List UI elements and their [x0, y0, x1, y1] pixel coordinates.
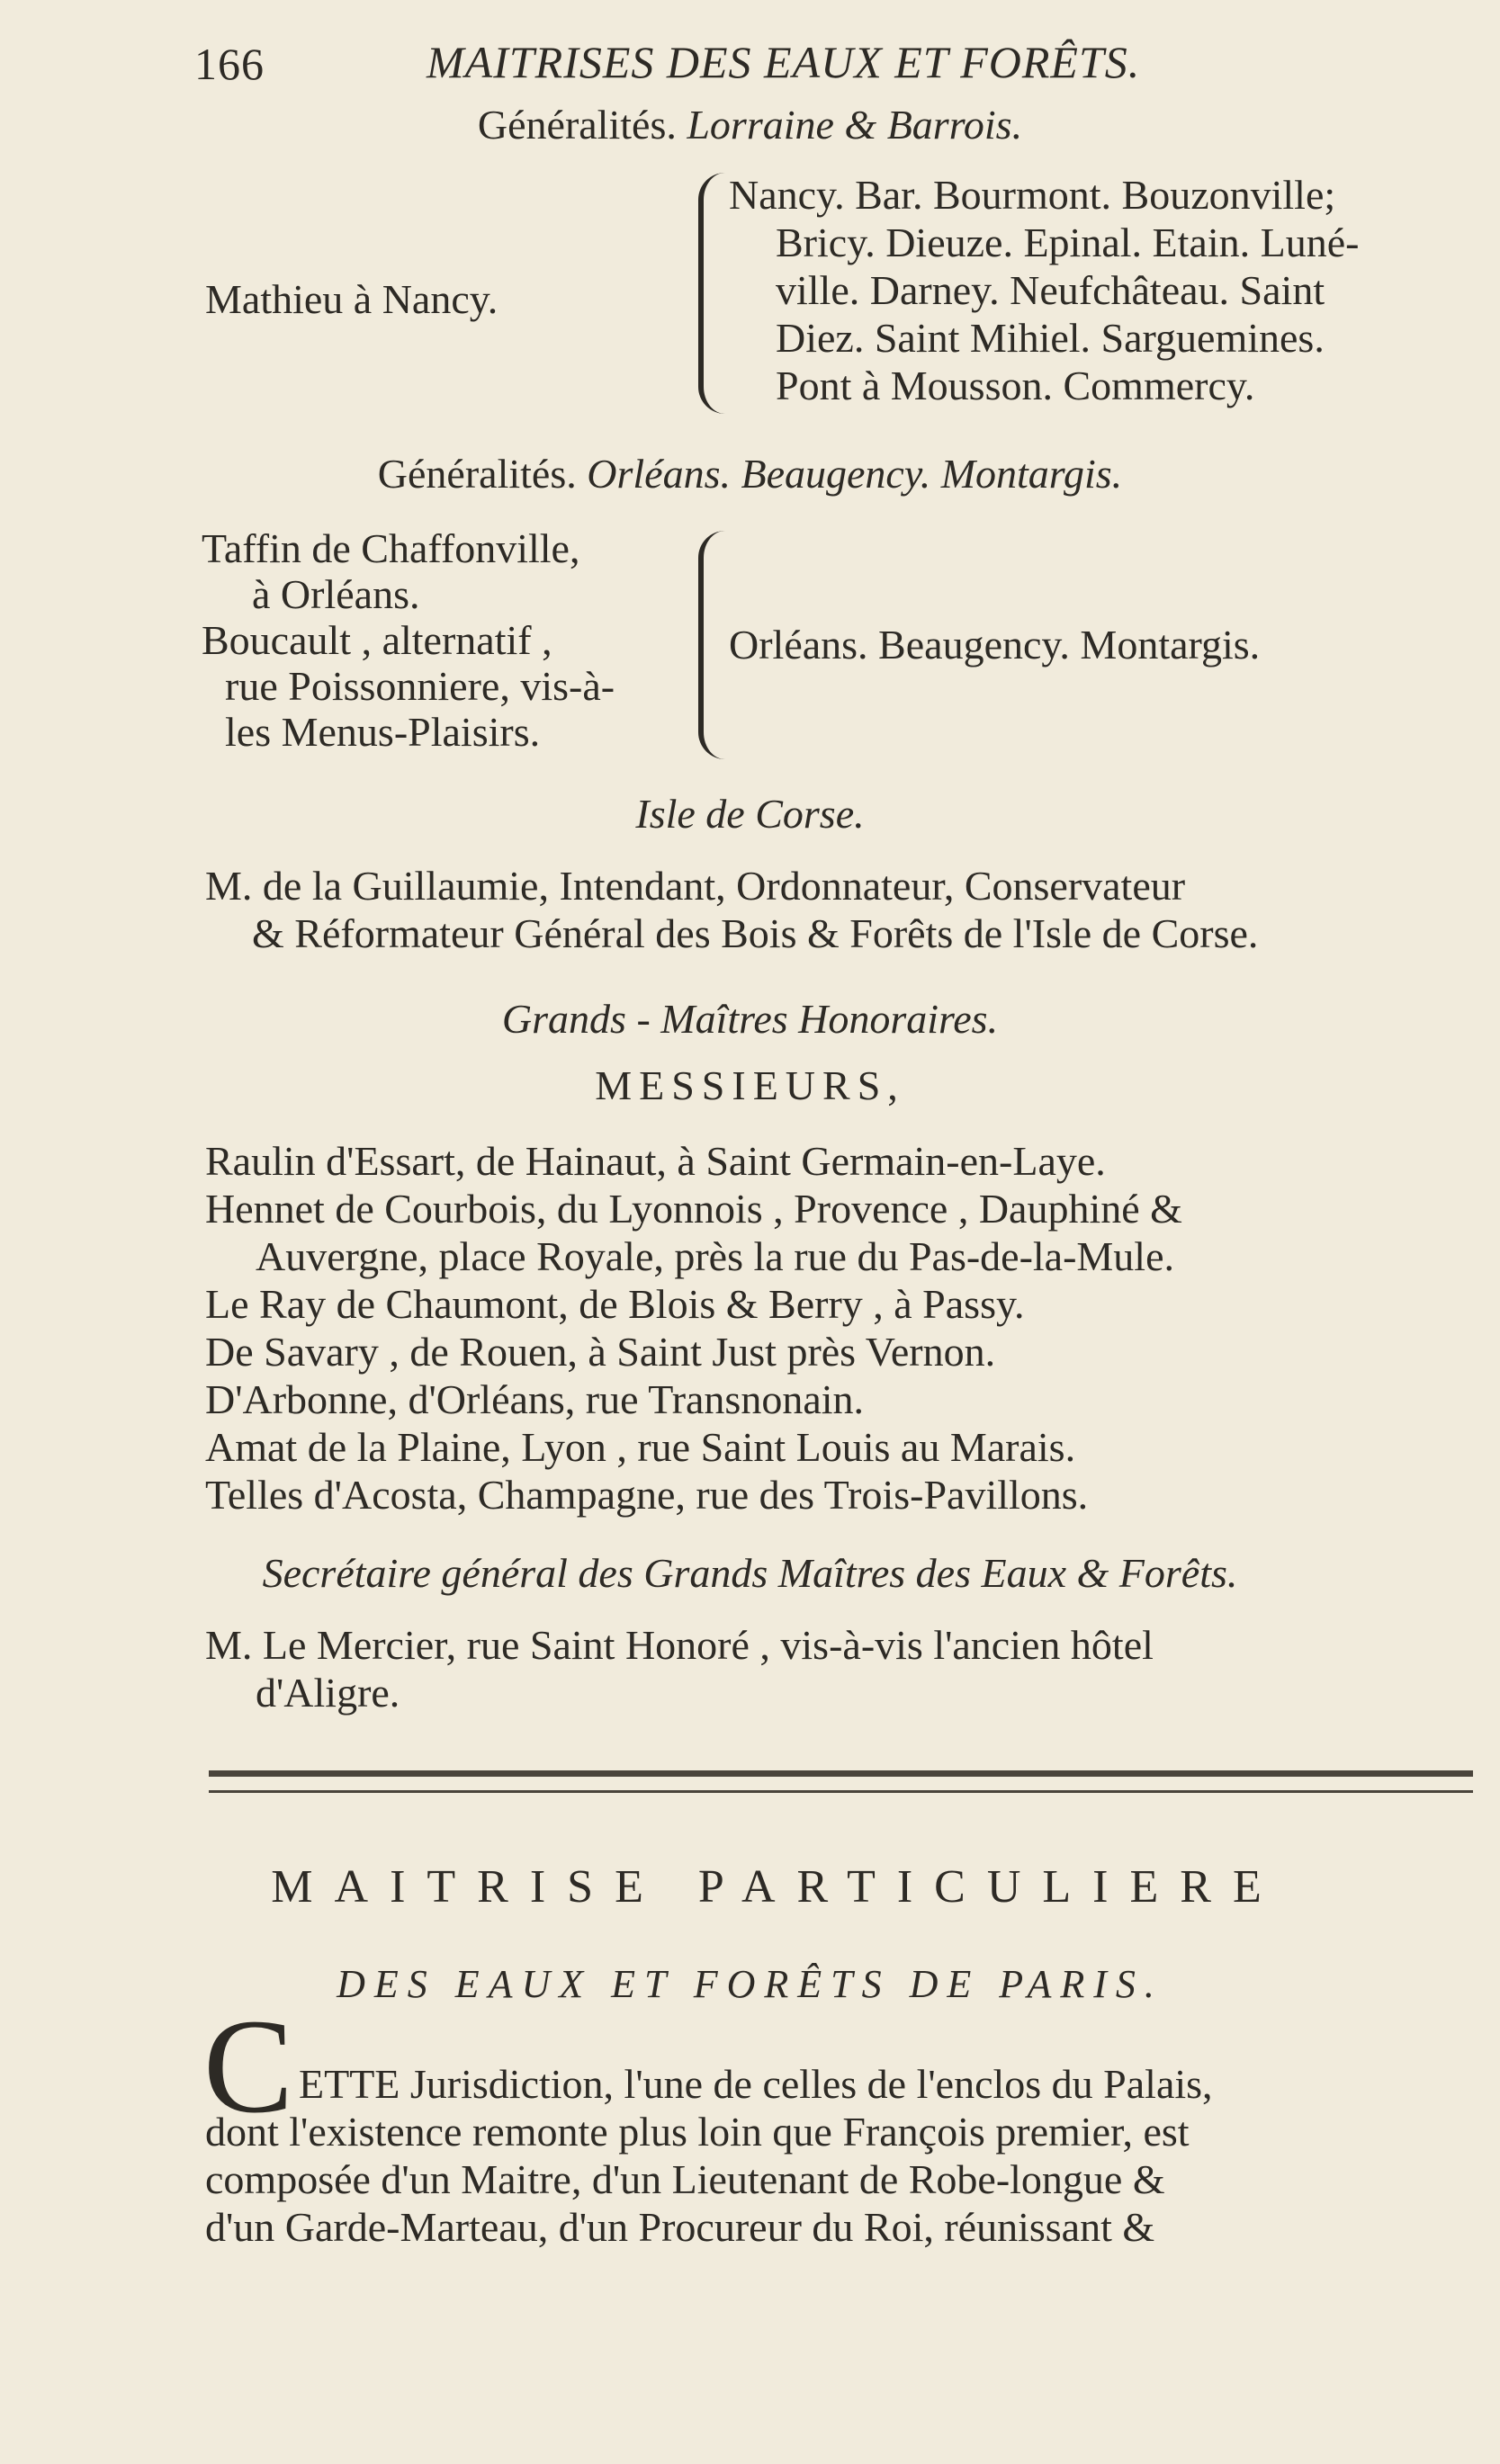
honoraire-entry: Hennet de Courbois, du Lyonnois , Provence , Dauphiné & [205, 1186, 1182, 1232]
orleans-heading-normal: Généralités. [377, 451, 577, 497]
honoraire-entry: Le Ray de Chaumont, de Blois & Berry , à Passy. [205, 1281, 1025, 1327]
corse-line: M. de la Guillaumie, Intendant, Ordonnateur, Conservateur [205, 863, 1186, 909]
orleans-officers [202, 525, 615, 755]
section-rule-thick [209, 1770, 1473, 1777]
secretaire-line: M. Le Mercier, rue Saint Honoré , vis-à-vis l'ancien hôtel [205, 1622, 1154, 1668]
secretaire-line: d'Aligre. [256, 1670, 400, 1716]
corse-line: & Réformateur Général des Bois & Forêts de l'Isle de Corse. [252, 910, 1259, 956]
maitrise-subtitle: DES EAUX ET FORÊTS DE PARIS. [337, 1962, 1163, 2006]
maitrise-title: MAITRISE PARTICULIERE [271, 1861, 1283, 1913]
lorraine-heading-italic: Lorraine & Barrois. [687, 102, 1023, 148]
lorraine-place-line: Pont à Mousson. Commercy. [776, 363, 1255, 408]
orleans-officer-line: à Orléans. [252, 571, 420, 617]
corse-text [205, 862, 1258, 957]
secretaire-text [205, 1621, 1154, 1716]
drop-cap: C [203, 1992, 294, 2141]
maitrise-text [205, 2060, 1213, 2251]
orleans-heading-italic: Orléans. Beaugency. Montargis. [587, 451, 1123, 497]
honoraire-entry: De Savary , de Rouen, à Saint Just près Vernon. [205, 1329, 996, 1375]
honoraire-entry: Amat de la Plaine, Lyon , rue Saint Louis au Marais. [205, 1424, 1076, 1470]
orleans-officer-line: les Menus-Plaisirs. [225, 709, 541, 755]
lorraine-place-line: Nancy. Bar. Bourmont. Bouzonville; [729, 172, 1336, 218]
page-number: 166 [194, 39, 265, 89]
section-rule-thin [209, 1790, 1473, 1793]
orleans-officer-line: rue Poissonniere, vis-à- [225, 663, 615, 709]
honoraires-list [205, 1137, 1182, 1519]
lorraine-heading-normal: Généralités. [477, 102, 677, 148]
orleans-places: Orléans. Beaugency. Montargis. [729, 622, 1261, 668]
lorraine-heading [0, 101, 1500, 148]
honoraire-entry: Telles d'Acosta, Champagne, rue des Trois-Pavillons. [205, 1472, 1089, 1518]
maitrise-line: d'un Garde-Marteau, d'un Procureur du Roi, réunissant & [205, 2204, 1155, 2250]
honoraire-entry: Raulin d'Essart, de Hainaut, à Saint Germain-en-Laye. [205, 1138, 1106, 1184]
messieurs-label: MESSIEURS, [595, 1062, 905, 1108]
secretaire-heading: Secrétaire général des Grands Maîtres des Eaux & Forêts. [262, 1550, 1238, 1596]
orleans-officer-line: Taffin de Chaffonville, [202, 525, 580, 571]
maitrise-line: composée d'un Maitre, d'un Lieutenant de Robe-longue & [205, 2156, 1165, 2202]
corse-heading: Isle de Corse. [635, 791, 865, 837]
orleans-heading [0, 450, 1500, 497]
orleans-officer-line: Boucault , alternatif , [202, 617, 552, 663]
honoraire-entry: Auvergne, place Royale, près la rue du Pas-de-la-Mule. [256, 1233, 1175, 1279]
lorraine-place-line: Diez. Saint Mihiel. Sarguemines. [776, 315, 1325, 361]
maitrise-line: ETTE Jurisdiction, l'une de celles de l'enclos du Palais, [299, 2061, 1213, 2107]
lorraine-officer: Mathieu à Nancy. [205, 276, 499, 322]
honoraire-entry: D'Arbonne, d'Orléans, rue Transnonain. [205, 1376, 865, 1422]
lorraine-places [729, 171, 1359, 409]
lorraine-place-line: Bricy. Dieuze. Epinal. Etain. Luné- [776, 220, 1360, 265]
lorraine-place-line: ville. Darney. Neufchâteau. Saint [776, 267, 1325, 313]
honoraires-heading: Grands - Maîtres Honoraires. [501, 996, 999, 1042]
running-title: MAITRISES DES EAUX ET FORÊTS. [427, 37, 1141, 87]
maitrise-line: dont l'existence remonte plus loin que François premier, est [205, 2109, 1190, 2155]
